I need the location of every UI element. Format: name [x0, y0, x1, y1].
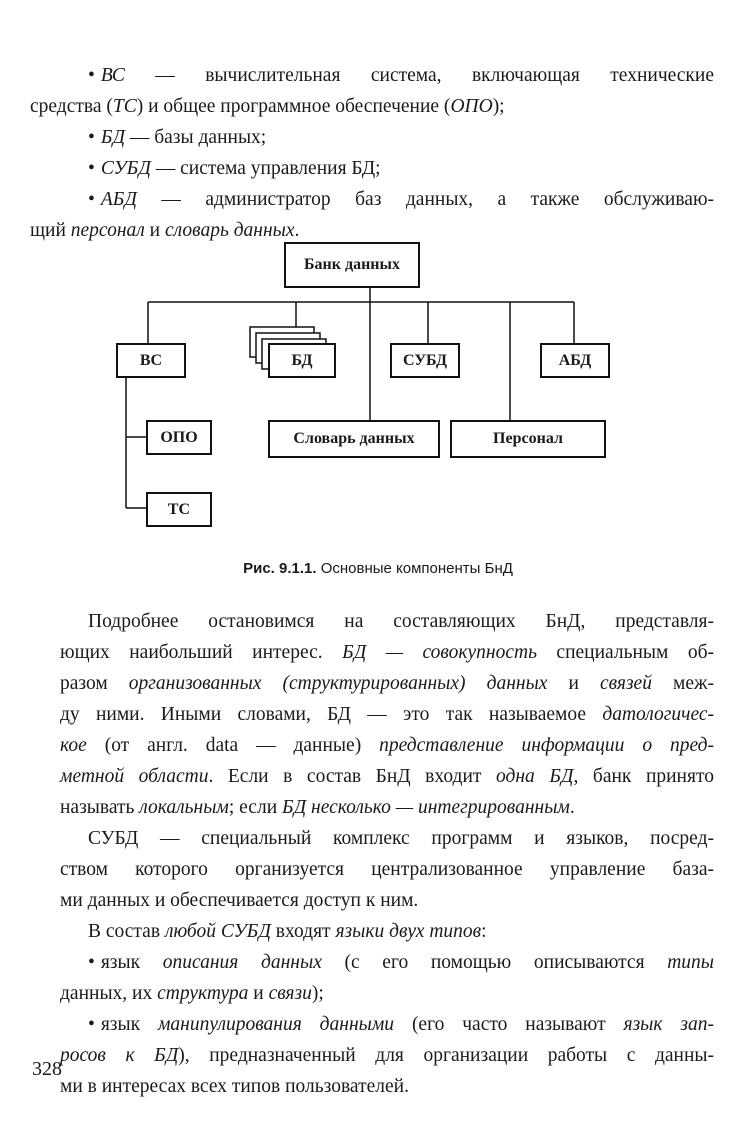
- p5-line3: ми в интересах всех типов пользователей.: [60, 1076, 409, 1097]
- p5-line2: росов к БД), предназначенный для организации работы с данны-: [60, 1045, 714, 1066]
- data-bank-diagram: [0, 230, 756, 540]
- box-personnel: Персонал: [450, 420, 606, 458]
- top-definitions-list: [30, 60, 714, 246]
- box-data-bank: Банк данных: [284, 242, 420, 288]
- box-data-dictionary: Словарь данных: [268, 420, 440, 458]
- box-abd: АБД: [540, 343, 610, 378]
- p3-line1: В состав любой СУБД входят языки двух типов:: [88, 921, 487, 942]
- box-opo: ОПО: [146, 420, 212, 455]
- box-vs: ВС: [116, 343, 186, 378]
- figure-caption: Рис. 9.1.1. Основные компоненты БнД: [243, 560, 513, 577]
- p2-line3: ми данных и обеспечивается доступ к ним.: [60, 890, 419, 911]
- p1-line7: называть локальным; если БД несколько — интегрированным.: [60, 797, 575, 818]
- list-item-vs-cont: средства (ТС) и общее программное обеспечение (ОПО);: [30, 96, 505, 117]
- p1-line4: ду ними. Иными словами, БД — это так называемое датологичес-: [60, 704, 714, 725]
- p2-line1: СУБД — специальный комплекс программ и языков, посред-: [88, 828, 714, 849]
- p1-line1: Подробнее остановимся на составляющих БнД, представля-: [88, 611, 714, 632]
- list-item-subd: • СУБД — система управления БД;: [88, 158, 381, 179]
- box-bd: БД: [268, 343, 336, 378]
- p1-line5: кое (от англ. data — данные) представление информации о пред-: [60, 735, 714, 756]
- list-item-abd: • АБД — администратор баз данных, а также обслуживаю-: [88, 189, 714, 210]
- list-item-vs: • ВС — вычислительная система, включающая технические: [88, 65, 714, 86]
- list-item-bd: • БД — базы данных;: [88, 127, 267, 148]
- p1-line3: разом организованных (структурированных) данных и связей меж-: [60, 673, 714, 694]
- box-subd: СУБД: [390, 343, 460, 378]
- p1-line2: ющих наибольший интерес. БД — совокупность специальным об-: [60, 642, 714, 663]
- body-text: [60, 606, 714, 1102]
- p4-line1: • язык описания данных (с его помощью описываются типы: [88, 952, 715, 973]
- p1-line6: метной области. Если в состав БнД входит одна БД, банк принято: [60, 766, 714, 787]
- list-item-abd-cont: щий персонал и словарь данных.: [30, 220, 300, 241]
- p5-line1: • язык манипулирования данными (его часто называют язык зап-: [88, 1014, 714, 1035]
- box-ts: ТС: [146, 492, 212, 527]
- p4-line2: данных, их структура и связи);: [60, 983, 324, 1004]
- p2-line2: ством которого организуется централизованное управление база-: [60, 859, 714, 880]
- page-number: 328: [32, 1058, 62, 1080]
